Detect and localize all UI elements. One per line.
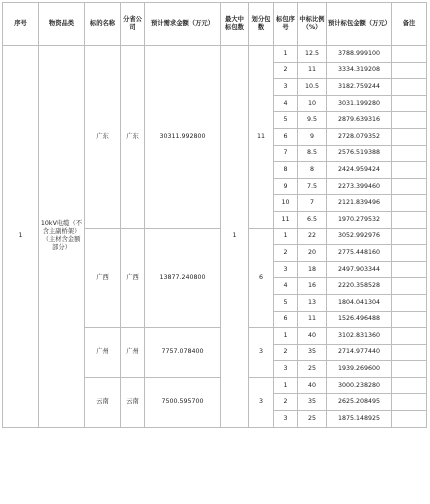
cell-branch: 广州: [121, 328, 145, 378]
cell-ratio: 25: [298, 411, 327, 428]
cell-remark: [392, 328, 427, 345]
cell-ratio: 10: [298, 95, 327, 112]
cell-ratio: 35: [298, 394, 327, 411]
cell-remark: [392, 145, 427, 162]
cell-lot: 广西: [85, 228, 121, 328]
cell-pkg-no: 6: [274, 311, 298, 328]
cell-remark: [392, 79, 427, 96]
cell-ratio: 6.5: [298, 211, 327, 228]
cell-pkg-no: 3: [274, 79, 298, 96]
cell-ratio: 16: [298, 278, 327, 295]
cell-pkg-amount: 3788.999100: [327, 46, 392, 63]
cell-pkg-amount: 1526.496488: [327, 311, 392, 328]
cell-ratio: 11: [298, 62, 327, 79]
header-seq: 序号: [3, 3, 39, 46]
cell-remark: [392, 128, 427, 145]
cell-pkg-amount: 2497.903344: [327, 261, 392, 278]
cell-remark: [392, 62, 427, 79]
cell-ratio: 9.5: [298, 112, 327, 129]
cell-pkg-no: 3: [274, 361, 298, 378]
cell-pkg-amount: 3000.238280: [327, 377, 392, 394]
table-row: [3, 46, 427, 63]
cell-pkg-count: 6: [249, 228, 274, 328]
header-max-win: 最大中标包数: [221, 3, 249, 46]
cell-pkg-no: 3: [274, 411, 298, 428]
cell-ratio: 25: [298, 361, 327, 378]
cell-seq: 1: [3, 46, 39, 428]
cell-ratio: 8: [298, 162, 327, 179]
cell-ratio: 10.5: [298, 79, 327, 96]
cell-remark: [392, 211, 427, 228]
cell-branch: 广西: [121, 228, 145, 328]
cell-pkg-no: 9: [274, 178, 298, 195]
cell-pkg-no: 2: [274, 344, 298, 361]
cell-pkg-no: 3: [274, 261, 298, 278]
cell-pkg-no: 10: [274, 195, 298, 212]
cell-remark: [392, 46, 427, 63]
cell-remark: [392, 261, 427, 278]
cell-remark: [392, 162, 427, 179]
header-pkg-amount: 预计标包金额（万元）: [327, 3, 392, 46]
cell-pkg-amount: 3102.831360: [327, 328, 392, 345]
cell-pkg-amount: 2879.639316: [327, 112, 392, 129]
cell-lot: 广州: [85, 328, 121, 378]
cell-pkg-amount: 2728.079352: [327, 128, 392, 145]
cell-pkg-amount: 2273.399460: [327, 178, 392, 195]
cell-ratio: 12.5: [298, 46, 327, 63]
cell-remark: [392, 112, 427, 129]
cell-ratio: 13: [298, 294, 327, 311]
cell-ratio: 11: [298, 311, 327, 328]
cell-pkg-amount: 2714.977440: [327, 344, 392, 361]
cell-pkg-no: 1: [274, 377, 298, 394]
cell-pkg-no: 2: [274, 62, 298, 79]
cell-category: 10kV电缆（不含主副桥架）（主材含金额部分）: [39, 46, 85, 428]
cell-ratio: 20: [298, 245, 327, 262]
cell-pkg-amount: 2220.358528: [327, 278, 392, 295]
cell-pkg-no: 11: [274, 211, 298, 228]
header-branch: 分省公司: [121, 3, 145, 46]
cell-pkg-no: 1: [274, 328, 298, 345]
cell-pkg-amount: 1939.269600: [327, 361, 392, 378]
cell-remark: [392, 311, 427, 328]
cell-pkg-amount: 3052.992976: [327, 228, 392, 245]
cell-remark: [392, 228, 427, 245]
cell-ratio: 7: [298, 195, 327, 212]
header-lot: 标的名称: [85, 3, 121, 46]
header-pkg-no: 标包序号: [274, 3, 298, 46]
cell-demand: 30311.992800: [145, 46, 221, 229]
cell-pkg-count: 3: [249, 377, 274, 427]
cell-pkg-amount: 2775.448160: [327, 245, 392, 262]
bid-package-table: [2, 2, 427, 428]
cell-remark: [392, 294, 427, 311]
cell-remark: [392, 394, 427, 411]
cell-pkg-count: 3: [249, 328, 274, 378]
header-ratio: 中标比例（%）: [298, 3, 327, 46]
cell-lot: 云南: [85, 377, 121, 427]
cell-remark: [392, 344, 427, 361]
cell-pkg-amount: 3031.199280: [327, 95, 392, 112]
cell-branch: 广东: [121, 46, 145, 229]
cell-pkg-no: 4: [274, 95, 298, 112]
cell-pkg-amount: 3334.319208: [327, 62, 392, 79]
cell-remark: [392, 411, 427, 428]
cell-pkg-amount: 1875.148925: [327, 411, 392, 428]
cell-demand: 7757.078400: [145, 328, 221, 378]
cell-pkg-no: 2: [274, 245, 298, 262]
cell-max-win: 1: [221, 46, 249, 428]
cell-pkg-no: 6: [274, 128, 298, 145]
cell-pkg-count: 11: [249, 46, 274, 229]
cell-lot: 广东: [85, 46, 121, 229]
header-category: 物资品类: [39, 3, 85, 46]
cell-pkg-no: 5: [274, 294, 298, 311]
cell-ratio: 35: [298, 344, 327, 361]
cell-pkg-no: 8: [274, 162, 298, 179]
cell-ratio: 18: [298, 261, 327, 278]
cell-demand: 7500.595700: [145, 377, 221, 427]
cell-branch: 云南: [121, 377, 145, 427]
cell-pkg-no: 4: [274, 278, 298, 295]
cell-ratio: 40: [298, 328, 327, 345]
cell-pkg-no: 7: [274, 145, 298, 162]
cell-pkg-amount: 1970.279532: [327, 211, 392, 228]
cell-pkg-no: 5: [274, 112, 298, 129]
cell-remark: [392, 377, 427, 394]
cell-ratio: 9: [298, 128, 327, 145]
cell-remark: [392, 245, 427, 262]
cell-pkg-amount: 3182.759244: [327, 79, 392, 96]
cell-pkg-amount: 2576.519388: [327, 145, 392, 162]
cell-remark: [392, 361, 427, 378]
cell-pkg-no: 1: [274, 46, 298, 63]
cell-remark: [392, 278, 427, 295]
cell-remark: [392, 95, 427, 112]
cell-pkg-amount: 2121.839496: [327, 195, 392, 212]
header-pkg-count: 划分包数: [249, 3, 274, 46]
cell-pkg-amount: 1804.041304: [327, 294, 392, 311]
cell-ratio: 40: [298, 377, 327, 394]
cell-pkg-amount: 2625.208495: [327, 394, 392, 411]
cell-remark: [392, 195, 427, 212]
cell-ratio: 8.5: [298, 145, 327, 162]
cell-demand: 13877.240800: [145, 228, 221, 328]
cell-pkg-no: 2: [274, 394, 298, 411]
cell-pkg-no: 1: [274, 228, 298, 245]
header-remark: 备注: [392, 3, 427, 46]
cell-ratio: 22: [298, 228, 327, 245]
cell-remark: [392, 178, 427, 195]
cell-pkg-amount: 2424.959424: [327, 162, 392, 179]
table-header-row: [3, 3, 427, 46]
cell-ratio: 7.5: [298, 178, 327, 195]
header-demand: 预计需求金额（万元）: [145, 3, 221, 46]
